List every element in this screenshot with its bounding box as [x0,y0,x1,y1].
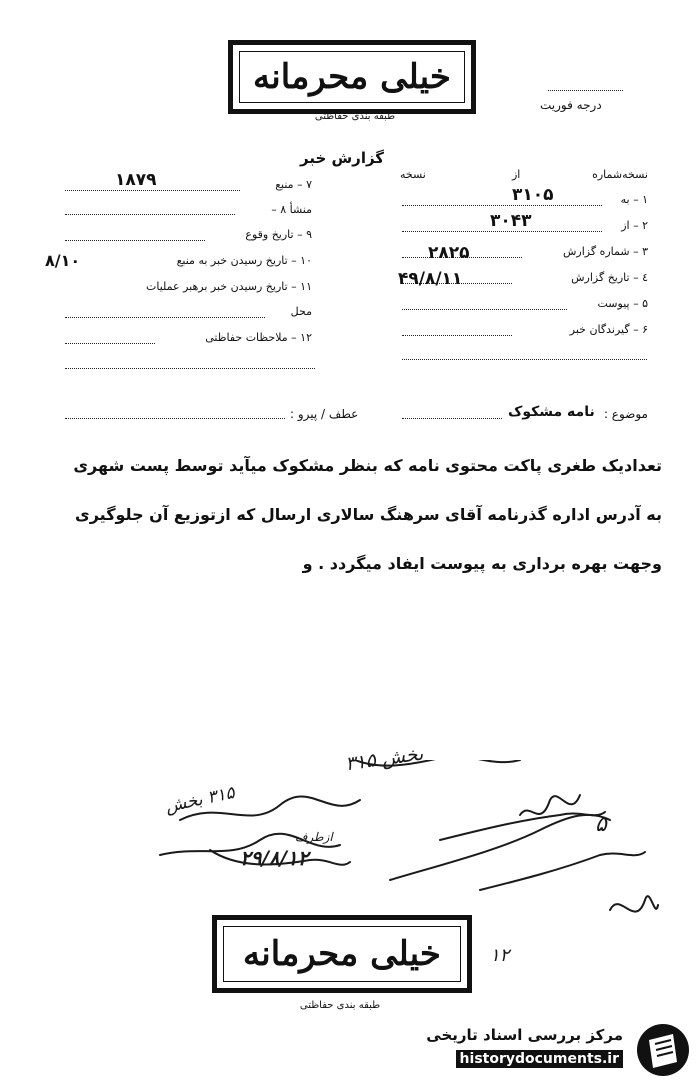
archive-logo-icon [633,1022,693,1078]
urgency-label: درجه فوریت [540,98,602,112]
stamp-bottom-label: خیلی محرمانه [243,934,441,974]
field-source-label: ۷ – منبع [275,178,312,191]
handwritten-date: ۲۹/۸/۱۲ [240,846,309,870]
field-report-date-label: ٤ – تاریخ گزارش [571,271,648,284]
classification-stamp-bottom [212,915,472,993]
body-line-3: وجهت بهره برداری به پیوست ایفاد میگردد . و [302,554,662,573]
field-source-received-label: ۱۰ – تاریخ رسیدن خبر به منبع [176,254,312,267]
handwritten-note-top: بخش ۳۱۵ [343,742,425,776]
field-source-value: ۱۸۷۹ [115,170,157,190]
field-report-date-value: ۴۹/۸/۱۱ [398,269,463,289]
field-report-number-label: ۳ – شماره گزارش [562,245,648,258]
handwritten-note-left: ۳۱۵ بخش [163,782,237,818]
reference-label: عطف / پیرو : [290,407,359,421]
field-copy-az: از [512,168,521,181]
field-to-label: ۱ – به [620,193,648,206]
field-attachment-label: ۵ – پیوست [597,297,648,310]
field-location-label: محل [290,305,312,318]
archive-watermark [405,1022,695,1078]
field-source-received-value: ۸/۱۰ [45,251,81,270]
stamp-top-label: خیلی محرمانه [253,57,451,97]
field-copy-number-label: نسخه‌شماره [592,168,648,181]
handwritten-number-12: ۱۲ [490,945,510,966]
archive-name: مرکز بررسی اسناد تاریخی [426,1026,623,1044]
report-title: گزارش خبر [300,149,385,167]
body-line-2: به آدرس اداره گذرنامه آقای سرهنگ سالاری ارسال که ازتوزیع آن جلوگیری [75,505,662,524]
field-occurrence-date-label: ۹ – تاریخ وقوع [245,228,312,241]
stamp-top-caption: طبقه بندی حفاظتی [314,111,396,122]
handwritten-note-from: ازطرف [295,830,333,844]
stamp-bottom-caption: طبقه بندی حفاظتی [299,1000,381,1011]
field-recipients-label: ۶ – گیرندگان خبر [569,323,648,336]
archive-site: historydocuments.ir [456,1050,623,1068]
field-from-label: ۲ – از [621,219,648,232]
subject-value: نامه مشکوک [508,404,595,420]
field-report-number-value: ۲۸۲۵ [428,243,470,263]
subject-label: موضوع : [603,407,648,421]
field-to-value: ۳۱۰۵ [512,185,554,205]
body-line-1: تعدادیک طغری پاکت محتوی نامه که بنظر مشکوک میآید توسط پست شهری [73,456,662,475]
classification-stamp-top [228,40,476,114]
field-ops-received-label: ۱۱ – تاریخ رسیدن خبر برهبر عملیات [146,280,312,293]
field-copy-noskhe: نسخه [400,168,426,181]
field-security-notes-label: ۱۲ – ملاحظات حفاظتی [205,331,312,344]
field-origin-label: منشأ ۸ – [271,203,312,216]
handwritten-number-5: ۵ [595,812,607,837]
field-from-value: ۳۰۴۳ [490,211,532,231]
